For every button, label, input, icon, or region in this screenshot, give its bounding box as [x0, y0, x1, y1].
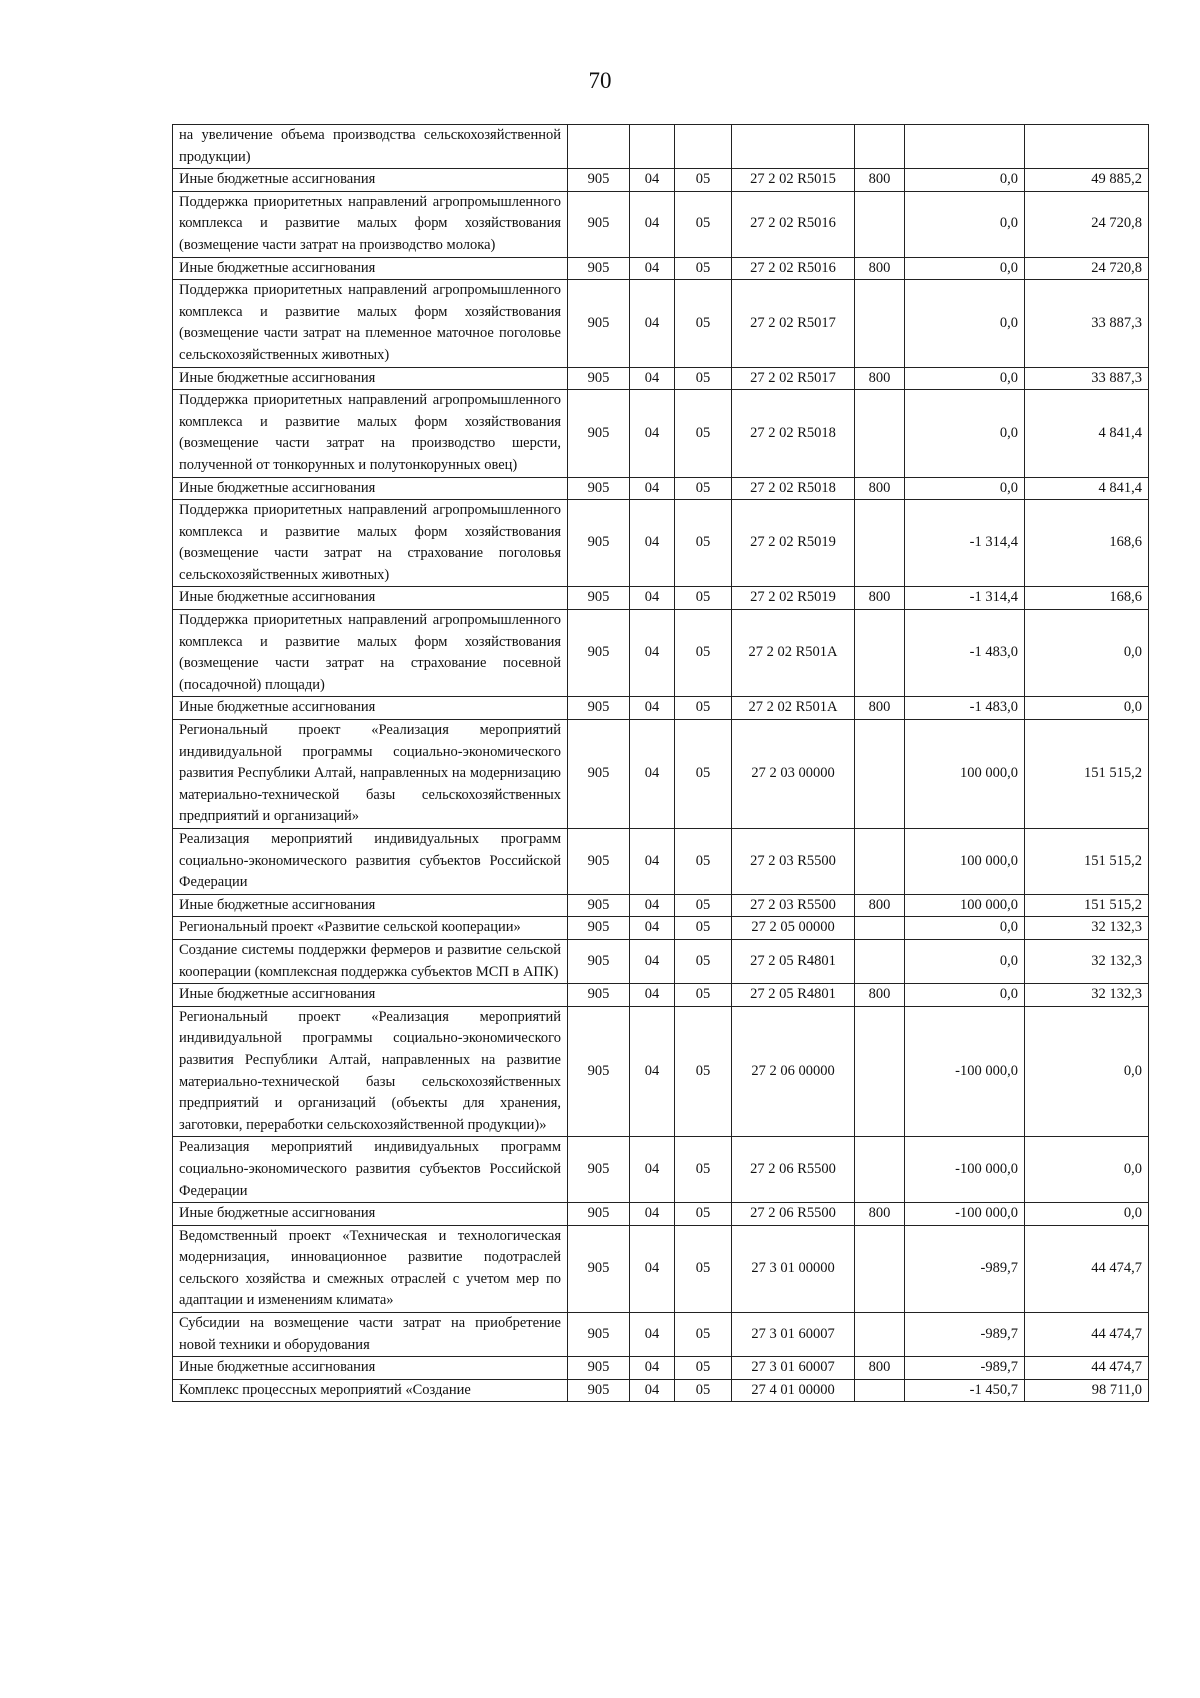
- row-vr-code: 800: [855, 984, 905, 1007]
- row-vr-code: [855, 939, 905, 983]
- row-vr-code: 800: [855, 257, 905, 280]
- row-total-amount: 98 711,0: [1025, 1379, 1149, 1402]
- row-vr-code: 800: [855, 1203, 905, 1226]
- row-total-amount: 24 720,8: [1025, 257, 1149, 280]
- row-rz-code: 04: [630, 1313, 675, 1357]
- row-name: Поддержка приоритетных направлений агропромышленного комплекса и развитие малых форм хозяйствования (возмещение части затрат на производство шерсти, полученной от тонкорунных и полутонкорунных овец): [173, 390, 568, 477]
- row-rz-code: 04: [630, 984, 675, 1007]
- row-change-amount: -100 000,0: [905, 1137, 1025, 1203]
- row-name: Иные бюджетные ассигнования: [173, 257, 568, 280]
- row-total-amount: 33 887,3: [1025, 367, 1149, 390]
- row-pr-code: 05: [675, 610, 732, 697]
- row-csr-code: 27 2 06 00000: [732, 1006, 855, 1137]
- row-name: Иные бюджетные ассигнования: [173, 477, 568, 500]
- row-total-amount: [1025, 125, 1149, 169]
- row-pr-code: 05: [675, 829, 732, 895]
- row-csr-code: 27 2 06 R5500: [732, 1203, 855, 1226]
- table-row: [173, 939, 1149, 983]
- row-vr-code: [855, 1225, 905, 1312]
- row-change-amount: -100 000,0: [905, 1203, 1025, 1226]
- row-csr-code: 27 2 02 R5018: [732, 390, 855, 477]
- row-name: Иные бюджетные ассигнования: [173, 984, 568, 1007]
- row-pr-code: 05: [675, 894, 732, 917]
- row-gr-code: 905: [568, 917, 630, 940]
- row-csr-code: 27 2 02 R501A: [732, 610, 855, 697]
- row-gr-code: 905: [568, 280, 630, 367]
- row-pr-code: 05: [675, 477, 732, 500]
- row-change-amount: -100 000,0: [905, 1006, 1025, 1137]
- row-gr-code: 905: [568, 939, 630, 983]
- row-total-amount: 168,6: [1025, 587, 1149, 610]
- row-pr-code: 05: [675, 939, 732, 983]
- table-row: [173, 1313, 1149, 1357]
- row-gr-code: 905: [568, 390, 630, 477]
- table-row: [173, 894, 1149, 917]
- row-change-amount: 0,0: [905, 477, 1025, 500]
- table-row: [173, 169, 1149, 192]
- row-pr-code: [675, 125, 732, 169]
- row-name: Иные бюджетные ассигнования: [173, 1357, 568, 1380]
- row-vr-code: [855, 917, 905, 940]
- row-gr-code: 905: [568, 829, 630, 895]
- row-vr-code: 800: [855, 367, 905, 390]
- row-csr-code: 27 2 05 R4801: [732, 939, 855, 983]
- row-total-amount: 32 132,3: [1025, 917, 1149, 940]
- row-change-amount: -989,7: [905, 1313, 1025, 1357]
- row-gr-code: 905: [568, 1379, 630, 1402]
- row-vr-code: 800: [855, 477, 905, 500]
- row-name: Поддержка приоритетных направлений агропромышленного комплекса и развитие малых форм хозяйствования (возмещение части затрат на производство молока): [173, 191, 568, 257]
- row-pr-code: 05: [675, 1357, 732, 1380]
- row-change-amount: 0,0: [905, 917, 1025, 940]
- row-csr-code: 27 2 02 R5019: [732, 587, 855, 610]
- row-gr-code: 905: [568, 894, 630, 917]
- row-name: Иные бюджетные ассигнования: [173, 169, 568, 192]
- row-name: Реализация мероприятий индивидуальных программ социально-экономического развития субъектов Российской Федерации: [173, 1137, 568, 1203]
- row-pr-code: 05: [675, 984, 732, 1007]
- table-row: [173, 1225, 1149, 1312]
- row-csr-code: 27 2 05 00000: [732, 917, 855, 940]
- row-change-amount: -989,7: [905, 1357, 1025, 1380]
- row-change-amount: [905, 125, 1025, 169]
- row-change-amount: -1 314,4: [905, 500, 1025, 587]
- row-csr-code: 27 4 01 00000: [732, 1379, 855, 1402]
- row-pr-code: 05: [675, 1203, 732, 1226]
- table-row: [173, 257, 1149, 280]
- row-pr-code: 05: [675, 1137, 732, 1203]
- row-total-amount: 24 720,8: [1025, 191, 1149, 257]
- row-rz-code: 04: [630, 500, 675, 587]
- row-total-amount: 44 474,7: [1025, 1225, 1149, 1312]
- row-csr-code: 27 2 03 R5500: [732, 829, 855, 895]
- row-csr-code: [732, 125, 855, 169]
- row-change-amount: 0,0: [905, 257, 1025, 280]
- row-total-amount: 32 132,3: [1025, 939, 1149, 983]
- row-pr-code: 05: [675, 587, 732, 610]
- row-change-amount: -1 483,0: [905, 610, 1025, 697]
- row-name: Комплекс процессных мероприятий «Создание: [173, 1379, 568, 1402]
- row-total-amount: 33 887,3: [1025, 280, 1149, 367]
- row-gr-code: 905: [568, 1225, 630, 1312]
- row-rz-code: 04: [630, 1379, 675, 1402]
- table-row: [173, 720, 1149, 829]
- row-name: Поддержка приоритетных направлений агропромышленного комплекса и развитие малых форм хозяйствования (возмещение части затрат на страхование поголовья сельскохозяйственных животных): [173, 500, 568, 587]
- row-gr-code: 905: [568, 1006, 630, 1137]
- row-csr-code: 27 2 02 R5016: [732, 191, 855, 257]
- row-gr-code: 905: [568, 587, 630, 610]
- row-gr-code: 905: [568, 191, 630, 257]
- row-vr-code: 800: [855, 1357, 905, 1380]
- row-rz-code: 04: [630, 390, 675, 477]
- row-pr-code: 05: [675, 169, 732, 192]
- row-name: Региональный проект «Реализация мероприятий индивидуальной программы социально-экономического развития Республики Алтай, направленных на модернизацию материально-технической базы сельскохозяйственных предприятий и организаций»: [173, 720, 568, 829]
- row-gr-code: 905: [568, 477, 630, 500]
- row-vr-code: [855, 1313, 905, 1357]
- row-csr-code: 27 2 03 R5500: [732, 894, 855, 917]
- row-change-amount: 100 000,0: [905, 829, 1025, 895]
- row-vr-code: [855, 280, 905, 367]
- row-name: Иные бюджетные ассигнования: [173, 894, 568, 917]
- row-change-amount: -1 314,4: [905, 587, 1025, 610]
- row-total-amount: 151 515,2: [1025, 894, 1149, 917]
- row-rz-code: 04: [630, 720, 675, 829]
- row-name: Создание системы поддержки фермеров и развитие сельской кооперации (комплексная поддержка субъектов МСП в АПК): [173, 939, 568, 983]
- row-rz-code: 04: [630, 829, 675, 895]
- row-pr-code: 05: [675, 390, 732, 477]
- table-row: [173, 125, 1149, 169]
- row-csr-code: 27 2 02 R5017: [732, 280, 855, 367]
- row-name: Субсидии на возмещение части затрат на приобретение новой техники и оборудования: [173, 1313, 568, 1357]
- row-pr-code: 05: [675, 280, 732, 367]
- row-gr-code: 905: [568, 169, 630, 192]
- row-csr-code: 27 2 03 00000: [732, 720, 855, 829]
- row-name: на увеличение объема производства сельскохозяйственной продукции): [173, 125, 568, 169]
- row-total-amount: 4 841,4: [1025, 390, 1149, 477]
- row-total-amount: 0,0: [1025, 1006, 1149, 1137]
- row-vr-code: 800: [855, 894, 905, 917]
- table-row: [173, 917, 1149, 940]
- row-rz-code: [630, 125, 675, 169]
- row-total-amount: 0,0: [1025, 697, 1149, 720]
- row-name: Иные бюджетные ассигнования: [173, 587, 568, 610]
- row-name: Региональный проект «Развитие сельской кооперации»: [173, 917, 568, 940]
- row-pr-code: 05: [675, 367, 732, 390]
- row-vr-code: 800: [855, 697, 905, 720]
- table-row: [173, 829, 1149, 895]
- table-row: [173, 1137, 1149, 1203]
- row-pr-code: 05: [675, 257, 732, 280]
- row-rz-code: 04: [630, 894, 675, 917]
- row-rz-code: 04: [630, 1006, 675, 1137]
- row-change-amount: 0,0: [905, 280, 1025, 367]
- row-change-amount: -1 450,7: [905, 1379, 1025, 1402]
- row-pr-code: 05: [675, 1379, 732, 1402]
- row-gr-code: 905: [568, 1357, 630, 1380]
- row-total-amount: 49 885,2: [1025, 169, 1149, 192]
- row-csr-code: 27 3 01 00000: [732, 1225, 855, 1312]
- row-vr-code: [855, 390, 905, 477]
- row-csr-code: 27 2 05 R4801: [732, 984, 855, 1007]
- table-row: [173, 477, 1149, 500]
- row-rz-code: 04: [630, 367, 675, 390]
- row-pr-code: 05: [675, 1313, 732, 1357]
- row-rz-code: 04: [630, 610, 675, 697]
- row-gr-code: 905: [568, 367, 630, 390]
- row-pr-code: 05: [675, 697, 732, 720]
- row-vr-code: [855, 610, 905, 697]
- row-csr-code: 27 2 02 R5018: [732, 477, 855, 500]
- table-row: [173, 1357, 1149, 1380]
- row-total-amount: 4 841,4: [1025, 477, 1149, 500]
- row-vr-code: [855, 1006, 905, 1137]
- table-row: [173, 610, 1149, 697]
- row-change-amount: 0,0: [905, 939, 1025, 983]
- row-name: Региональный проект «Реализация мероприятий индивидуальной программы социально-экономического развития Республики Алтай, направленных на развитие материально-технической базы сельскохозяйственных предприятий и организаций (объекты для хранения, заготовки, переработки сельскохозяйственной продукции)»: [173, 1006, 568, 1137]
- row-total-amount: 44 474,7: [1025, 1357, 1149, 1380]
- row-pr-code: 05: [675, 1225, 732, 1312]
- row-csr-code: 27 2 02 R501A: [732, 697, 855, 720]
- table-row: [173, 587, 1149, 610]
- row-total-amount: 151 515,2: [1025, 720, 1149, 829]
- row-csr-code: 27 3 01 60007: [732, 1357, 855, 1380]
- table-row: [173, 697, 1149, 720]
- row-csr-code: 27 2 02 R5019: [732, 500, 855, 587]
- row-total-amount: 0,0: [1025, 1137, 1149, 1203]
- table-row: [173, 1379, 1149, 1402]
- row-pr-code: 05: [675, 720, 732, 829]
- row-change-amount: -1 483,0: [905, 697, 1025, 720]
- row-rz-code: 04: [630, 697, 675, 720]
- table-row: [173, 390, 1149, 477]
- row-change-amount: -989,7: [905, 1225, 1025, 1312]
- row-change-amount: 0,0: [905, 191, 1025, 257]
- row-pr-code: 05: [675, 500, 732, 587]
- row-total-amount: 0,0: [1025, 610, 1149, 697]
- budget-table-body: [173, 125, 1149, 1402]
- row-vr-code: [855, 125, 905, 169]
- row-vr-code: [855, 829, 905, 895]
- row-rz-code: 04: [630, 587, 675, 610]
- row-change-amount: 0,0: [905, 169, 1025, 192]
- row-csr-code: 27 3 01 60007: [732, 1313, 855, 1357]
- table-row: [173, 1203, 1149, 1226]
- row-change-amount: 0,0: [905, 984, 1025, 1007]
- row-rz-code: 04: [630, 169, 675, 192]
- row-vr-code: [855, 191, 905, 257]
- row-gr-code: 905: [568, 1203, 630, 1226]
- row-change-amount: 0,0: [905, 390, 1025, 477]
- row-rz-code: 04: [630, 917, 675, 940]
- row-gr-code: 905: [568, 500, 630, 587]
- row-gr-code: 905: [568, 1137, 630, 1203]
- row-csr-code: 27 2 06 R5500: [732, 1137, 855, 1203]
- row-pr-code: 05: [675, 917, 732, 940]
- row-name: Поддержка приоритетных направлений агропромышленного комплекса и развитие малых форм хозяйствования (возмещение части затрат на племенное маточное поголовье сельскохозяйственных животных): [173, 280, 568, 367]
- row-rz-code: 04: [630, 1225, 675, 1312]
- row-vr-code: 800: [855, 587, 905, 610]
- table-row: [173, 1006, 1149, 1137]
- row-change-amount: 100 000,0: [905, 720, 1025, 829]
- row-rz-code: 04: [630, 191, 675, 257]
- row-change-amount: 100 000,0: [905, 894, 1025, 917]
- row-rz-code: 04: [630, 280, 675, 367]
- row-total-amount: 44 474,7: [1025, 1313, 1149, 1357]
- row-csr-code: 27 2 02 R5016: [732, 257, 855, 280]
- row-name: Реализация мероприятий индивидуальных программ социально-экономического развития субъектов Российской Федерации: [173, 829, 568, 895]
- row-gr-code: 905: [568, 984, 630, 1007]
- row-vr-code: [855, 1137, 905, 1203]
- row-rz-code: 04: [630, 1357, 675, 1380]
- row-rz-code: 04: [630, 477, 675, 500]
- row-rz-code: 04: [630, 257, 675, 280]
- row-gr-code: [568, 125, 630, 169]
- row-pr-code: 05: [675, 191, 732, 257]
- row-gr-code: 905: [568, 1313, 630, 1357]
- table-row: [173, 500, 1149, 587]
- row-gr-code: 905: [568, 697, 630, 720]
- row-csr-code: 27 2 02 R5017: [732, 367, 855, 390]
- row-vr-code: [855, 720, 905, 829]
- table-row: [173, 191, 1149, 257]
- row-pr-code: 05: [675, 1006, 732, 1137]
- row-rz-code: 04: [630, 939, 675, 983]
- row-vr-code: 800: [855, 169, 905, 192]
- row-gr-code: 905: [568, 610, 630, 697]
- row-gr-code: 905: [568, 257, 630, 280]
- row-name: Иные бюджетные ассигнования: [173, 367, 568, 390]
- row-change-amount: 0,0: [905, 367, 1025, 390]
- row-total-amount: 168,6: [1025, 500, 1149, 587]
- row-csr-code: 27 2 02 R5015: [732, 169, 855, 192]
- row-name: Иные бюджетные ассигнования: [173, 1203, 568, 1226]
- row-name: Ведомственный проект «Техническая и технологическая модернизация, инновационное развитие подотраслей сельского хозяйства и смежных отраслей с учетом мер по адаптации и изменениям климата»: [173, 1225, 568, 1312]
- row-total-amount: 151 515,2: [1025, 829, 1149, 895]
- row-total-amount: 32 132,3: [1025, 984, 1149, 1007]
- table-row: [173, 984, 1149, 1007]
- table-row: [173, 280, 1149, 367]
- row-total-amount: 0,0: [1025, 1203, 1149, 1226]
- row-vr-code: [855, 500, 905, 587]
- row-rz-code: 04: [630, 1137, 675, 1203]
- row-gr-code: 905: [568, 720, 630, 829]
- row-name: Поддержка приоритетных направлений агропромышленного комплекса и развитие малых форм хозяйствования (возмещение части затрат на страхование посевной (посадочной) площади): [173, 610, 568, 697]
- row-vr-code: [855, 1379, 905, 1402]
- budget-table: [172, 124, 1149, 1402]
- table-row: [173, 367, 1149, 390]
- row-rz-code: 04: [630, 1203, 675, 1226]
- row-name: Иные бюджетные ассигнования: [173, 697, 568, 720]
- page-number: 70: [588, 68, 612, 93]
